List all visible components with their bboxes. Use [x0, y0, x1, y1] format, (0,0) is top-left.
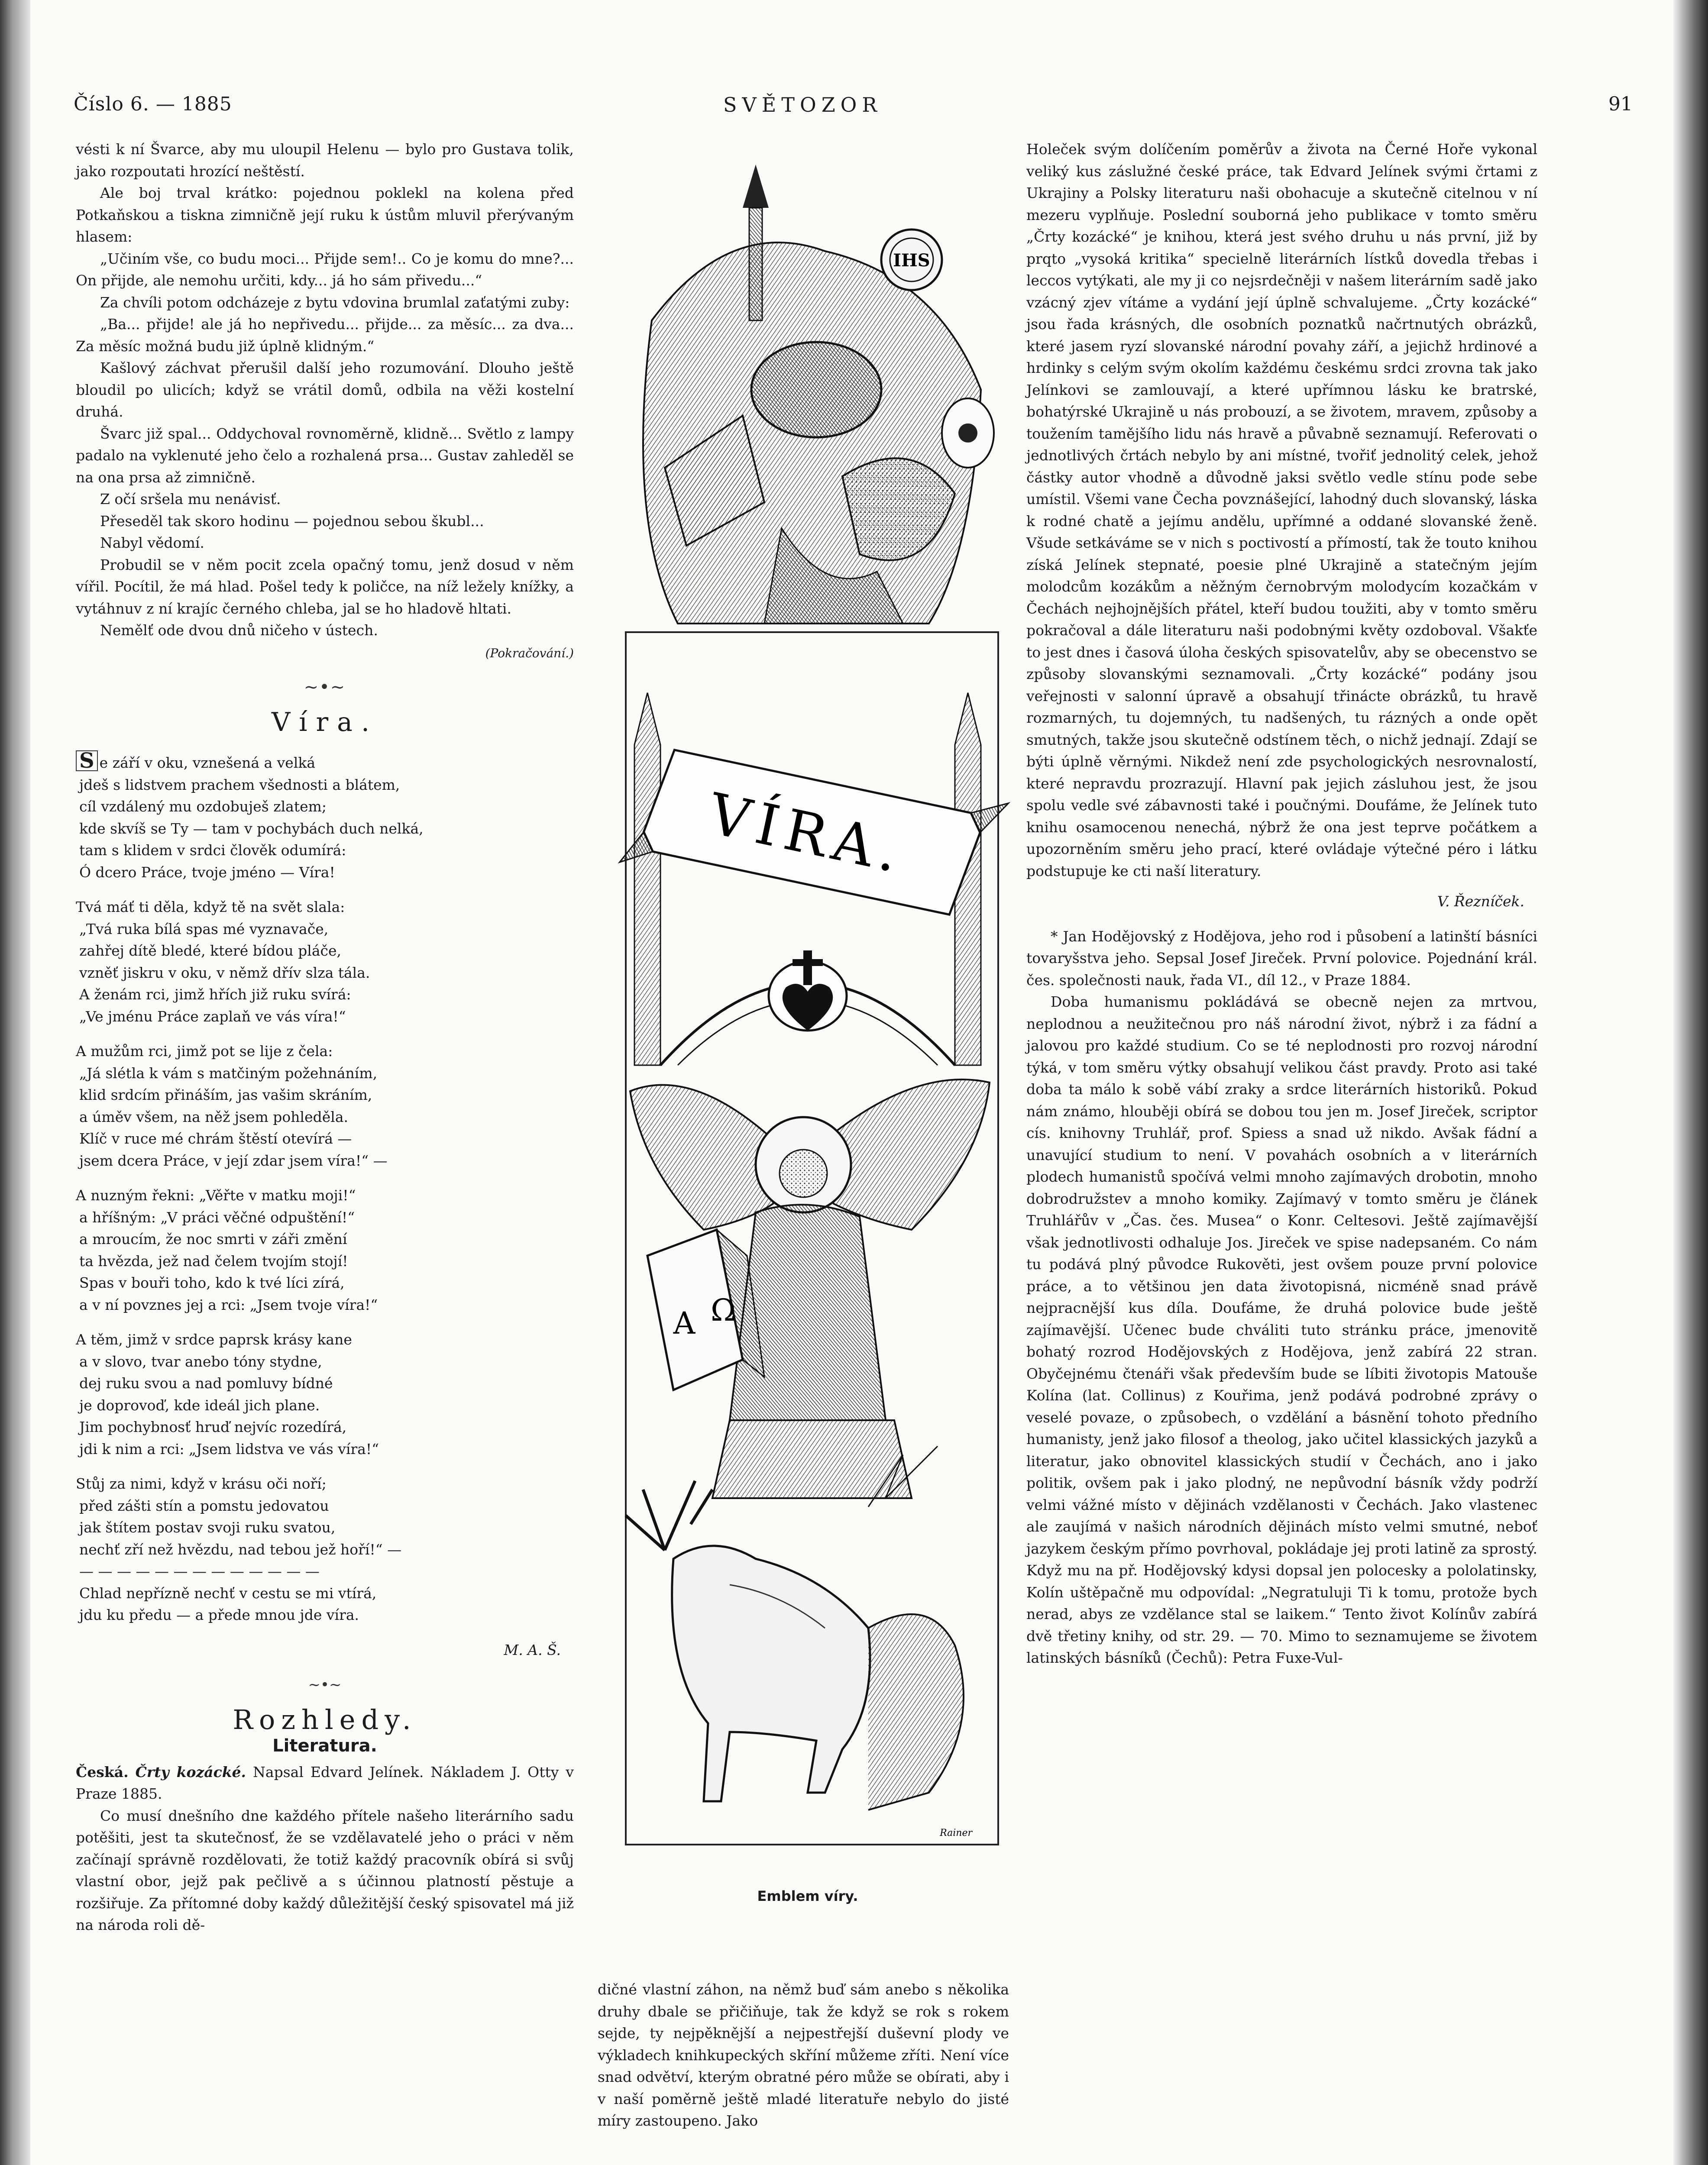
poem-line: jak štítem postav svoji ruku svatou,	[79, 1519, 336, 1536]
poem-title: Víra.	[271, 707, 378, 737]
review-continuation: Holeček svým dolíčením poměrův a života na Černé Hoře vykonal veliký kus záslužné české práce, tak Edvard Jelínek svými črtami z Ukrajiny a Polsky literaturu naši obohacuje a skutečně citelnou v ní mezeru vyplňuje. Poslední souborná jeho publikace v tomto směru „Črty kozácké“ je knihou, která jest svého druhu u nás první, již by prqto „vysoká kritika“ specielně literárních lístků dovedla třebas i leccos vytýkati, ale my ji co nejsrdečněji v našem literárním sadě jako vzácný zjev vítáme a vydání její úplně schvalujeme. „Črty kozácké“ jsou řada krásných, dle osobních poznatků načrtnutých obrázků, které jasem ryzí slovanské národní povahy září, a jejichž hrdinové a hrdinky s celým svým okolím každému českému srdci zrovna tak jako Jelínkovi se zamlouvají, a které upřímnou lásku ke bratrské, bohatýrské Ukrajině u nás probouzí, a se životem, mravem, způsoby a toužením tamějšího lidu nás hravě a půvabně seznamují. Referovati o jednotlivých črtách nebylo by ani místné, tvořiť jednolitý celek, jehož částky autor vhodně a důvodně jaksi světlo vedle stínu pode sebe umístil. Všemi vane Čecha povznášející, lahodný duch slovanský, láska k rodné chatě a jejímu andělu, upřímné a oddané slovanské ženě. Všude setkáváme se v nich s poctivostí a přímostí, tak že touto knihou získá Jelínek stepnaté, poesie plné Ukrajině a statečným jejím molodcům kozákům a něžným černobrvým molodycím kozačkám v Čechách nejhojnějších přátel, kteří budou toužiti, aby v tomto směru pokračoval a dále literaturu naši podobnými květy ozdoboval. Všakťe to jest dnes i časová úloha českých spisovatelův, aby se obecenstvo se způsoby slovanskými seznamovali. „Črty kozácké“ podány jsou veřejnosti v salonní úpravě a obsahují třinácte obrázků, tu hravě rozmarných, tu dojemných, tu nadšených, tu rázných a onde opět smutných, takže jsou skutečně odstínem těch, o nichž jednají. Zdají se býti úplně věrnými. Nikdež není zde psychologických nesrovnalostí, které nepravdu prozrazují. Hlavní pak jejich zásluhou jest, že jsou spolu vedle své zábavnosti také i poučnými. Doufáme, že Jelínek tuto knihu osamocenou nenechá, nýbrž že ona jest teprve počátkem a upozorněním směru jeho prací, které ovládaje výtečné péro i látku podstupuje ke cti naší literatury.	[1026, 141, 1537, 879]
poem-line: a v ní povznes jej a rci: „Jsem tvoje víra!“	[79, 1296, 378, 1313]
poem-line: je doprovoď, kde ideál jich plane.	[79, 1396, 320, 1414]
second-review-heading: * Jan Hodějovský z Hodějova, jeho rod i působení a latinští básníci tovaryšstva jeho. Sepsal Josef Jireček. První polovice. Pojednání král. čes. společnosti nauk, řada VI., díl 12., v Praze 1884.	[1026, 927, 1537, 989]
poem-line: jdu ku předu — a přede mnou jde víra.	[79, 1606, 359, 1623]
book-alpha: A	[673, 1305, 695, 1341]
poem-line: kde skvíš se Ty — tam v pochybách duch nelká,	[79, 820, 424, 837]
story-continuation	[76, 139, 574, 642]
section-ornament-2: ~•~	[308, 1676, 342, 1693]
poem-stanza	[76, 1329, 574, 1460]
poem-line: Chlad nepřízně nechť v cestu se mi vtírá,	[79, 1584, 377, 1602]
drop-cap: S	[76, 750, 98, 771]
poem-stanza	[76, 1473, 574, 1626]
story-paragraph: „Učiním vše, co budu moci... Přijde sem!.. Co je komu do mne?... On přijde, ale nemohu určiti, kdy... já ho sám přivedu...“	[76, 250, 574, 289]
story-paragraph: Probudil se v něm pocit zcela opačný tomu, jenž dosud v něm vířil. Pocítil, že má hlad. Pošel tedy k poličce, na níž ležely knížky, a vytáhnuv z ní krajíc černého chleba, jal se ho hladově hltati.	[76, 556, 574, 617]
issue-number: Číslo 6. — 1885	[74, 93, 232, 115]
poem-line: „Já slétla k vám s matčiným požehnáním,	[79, 1064, 378, 1082]
poem-line	[76, 750, 574, 774]
review-text: Co musí dnešního dne každého přítele našeho literárního sadu potěšiti, jest ta skutečnosť, že se vzdělavatelé jeho o práci v něm začínají správně rozdělovati, že totiž každý pracovník obírá si svůj vlastní obor, jejž pak pečlivě a s účinnou platností pěstuje a rozšiřuje. Za přítomné doby každý důležitější český spisovatel má již na národa roli dě-	[76, 1807, 574, 1933]
poem-line: a mroucím, že noc smrti v záři změní	[79, 1231, 347, 1247]
scan-edge-left	[0, 0, 30, 2165]
poem-line: A nuzným řekni: „Věřte v matku moji!“	[76, 1187, 356, 1204]
review-heading	[76, 1761, 574, 1805]
middle-bottom-column	[598, 1979, 1009, 2132]
poem-line: — — — — — — — — — — — — —	[79, 1563, 320, 1580]
poem-line: jdeš s lidstvem prachem všednosti a blátem,	[79, 776, 400, 793]
poem-line: Tvá máť ti děla, když tě na svět slala:	[76, 898, 345, 915]
poem-line: tam s klidem v srdci člověk odumírá:	[79, 842, 346, 859]
story-paragraph: Ale boj trval krátko: pojednou poklekl na kolena před Potkaňskou a tiskna zimničně její ruku k ústům mluvil přerývaným hlasem:	[76, 184, 574, 245]
poem-line: jsem dcera Práce, v její zdar jsem víra!“ —	[79, 1152, 388, 1169]
vira-banner-text: VÍRA.	[703, 780, 911, 886]
story-paragraph: Nabyl vědomí.	[100, 534, 204, 551]
poem-body	[76, 750, 574, 1626]
poem-stanza	[76, 750, 574, 883]
section-ornament: ~•~	[304, 677, 346, 697]
review-signature: V. Řezníček.	[1437, 893, 1524, 910]
page-number: 91	[1608, 93, 1633, 115]
review-publication: Napsal Edvard Jelínek. Nákladem J. Otty v Praze 1885.	[76, 1763, 574, 1802]
trophy-cluster	[643, 165, 994, 624]
poem-line: Jim pochybnosť hruď nejvíc rozedírá,	[79, 1419, 347, 1435]
poem-line: vzněť jiskru v oku, v němž dřív slza tála.	[79, 964, 370, 981]
poem-line-text: e září v oku, vznešená a velká	[99, 754, 316, 771]
poem-stanza	[76, 1185, 574, 1316]
poem-line: „Tvá ruka bílá spas mé vyznavače,	[79, 920, 329, 937]
poem-signature: M. A. Š.	[504, 1641, 561, 1658]
middle-text: dičné vlastní záhon, na němž buď sám anebo s několika druhy dbale se přičiňuje, tak že když se rok s rokem sejde, ty nejpěknější a nejpestřejší duševní plody ve výkladech knihkupeckých skříní můžeme zříti. Není více snad odvětví, kterým obratné péro může se obírati, aby i v naší poměrně ještě mladé literatuře nebylo do jisté míry zastoupeno. Jako	[598, 1981, 1009, 2129]
poem-stanza	[76, 1040, 574, 1172]
poem-line: cíl vzdálený mu ozdobuješ zlatem;	[79, 798, 327, 815]
poem-line: Stůj za nimi, když v krásu oči noří;	[76, 1475, 327, 1492]
poem-line: klid srdcím přináším, jas vašim skráním,	[79, 1086, 372, 1103]
section-subtitle: Literatura.	[272, 1736, 377, 1756]
poem-line: a úměv všem, na něž jsem pohleděla.	[79, 1108, 349, 1125]
poem-line: a v slovo, tvar anebo tóny stydne,	[79, 1353, 322, 1370]
story-paragraph: Kašlový záchvat přerušil další jeho rozumování. Dlouho ještě bloudil po ulicích; když se vrátil domů, odbila na věži kostelní druhá.	[76, 359, 574, 420]
poem-line: A těm, jimž v srdce paprsk krásy kane	[76, 1331, 352, 1348]
poem-line: „Ve jménu Práce zaplaň ve vás víra!“	[79, 1008, 346, 1025]
poem-line: nechť zří než hvězdu, nad tebou jež hoří!“ —	[79, 1541, 402, 1558]
artist-signature: Rainer	[940, 1828, 972, 1839]
cross-heart-emblem	[769, 950, 847, 1031]
poem-line: A ženám rci, jimž hřích již ruku svírá:	[79, 986, 351, 1003]
stag-figure	[626, 1481, 964, 1810]
newspaper-page	[30, 0, 1673, 2165]
poem-line: před zášti stín a pomstu jedovatou	[79, 1497, 329, 1514]
poem-line: a hříšným: „V práci věčné odpuštění!“	[79, 1209, 355, 1226]
review-category: Česká.	[76, 1763, 129, 1780]
right-column	[1026, 139, 1537, 1669]
poem-line: Ó dcero Práce, tvoje jméno — Víra!	[79, 863, 335, 881]
story-paragraph: Z očí sršela mu nenávisť.	[100, 491, 281, 507]
poem-line: zahřej dítě bledé, které bídou pláče,	[79, 942, 341, 959]
story-paragraph: Za chvíli potom odcházeje z bytu vdovina brumlal zaťatými zuby:	[100, 294, 570, 311]
section-title: Rozhledy.	[233, 1703, 417, 1735]
poem-line: dej ruku svou a nad pomluvy bídné	[79, 1375, 333, 1392]
second-review-text: Doba humanismu pokládává se obecně nejen za mrtvou, neplodnou a neužitečnou pro náš národní život, nýbrž i za fádní a jalovou pro každé studium. Co se té neplodnosti pro rozvoj národní týká, v tom směru výtky obsahují velikou část pravdy. Proto asi také doba ta málo k sobě vábí zraky a srdce literárních historiků. Pokud nám známo, hlouběji obírá se dobou tou jen m. Josef Jireček, scriptor cís. knihovny Truhlář, prof. Spiess a snad už nikdo. Avšak fádní a unavující studium to není. V povahách osobních a v literárních plodech humanistů spočívá velmi mnoho zajímavých drobotin, mnoho dobrodružstev a mnoho komiky. Zajímavý v tomto směru je článek Truhlářův v „Čas. čes. Musea“ o Konr. Celtesovi. Ještě zajímavější však jednotlivosti odhaluje Jos. Jireček ve spise nadepsaném. Co nám tu podává plný původce Rukověti, jest ovšem pouze první polovice práce, a to většinou jen data životopisná, nicméně snad právě nejpracnější kus díla. Doufáme, že druhá polovice bude ještě zajímavější. Učenec bude chváliti tuto stránku práce, jmenovitě bohatý rozrod Hodějovských z Hodějova, jenž zabírá 22 stran. Obyčejnému čtenáři však především bude se líbiti životopis Matouše Kolína (lat. Collinus) z Kouřima, jenž podává podrobné zprávy o veselé povaze, o způsobech, o vzdělání a básnění tohoto předního humanisty, jenž jako filosof a theolog, jako učitel klassických jazyků a literatur, jako obnovitel klassických studií v Čechách, ano i jako politik, ovšem pak i jako plodný, ne nepůvodní básník vždy podrží velmi vážné místo v dějinách vzdělanosti v Čechách. Jako vlastenec ale zaujímá v našich národních dějinách místo velmi smutné, neboť jazykem českým přímo povrhoval, pokládaje jej proti latině za sprostý. Když mu na př. Hodějovský kdysi dopsal jen polocesky a pololatinsky, Kolín uštěpačně mu odpovídal: „Negratuluji Ti k tomu, protože bych nerad, abys ze vzdělance stal se laikem.“ Tento život Kolínův zabírá dvě třetiny knihy, od str. 29. — 70. Mimo to seznamujeme se životem latinských básníků (Čechů): Petra Fuxe-Vul-	[1026, 993, 1537, 1666]
scan-edge-right	[1673, 0, 1708, 2165]
continued-note: (Pokračování.)	[485, 646, 574, 660]
emblem-illustration	[600, 165, 1016, 1862]
book-omega: Ω	[710, 1293, 736, 1328]
story-paragraph: vésti k ní Švarce, aby mu uloupil Helenu — bylo pro Gustava tolik, jako rozpoutati hrozící neštěstí.	[76, 141, 574, 180]
poem-line: Klíč v ruce mé chrám štěstí otevírá —	[79, 1130, 352, 1147]
story-paragraph: Přeseděl tak skoro hodinu — pojednou sebou škubl...	[100, 512, 484, 530]
story-paragraph: „Ba... přijde! ale já ho nepřivedu... přijde... za měsíc... za dva... Za měsíc možná budu již úplně klidným.“	[76, 316, 574, 355]
poem-line: Spas v bouři toho, kdo k tvé líci zírá,	[79, 1274, 345, 1291]
story-paragraph: Švarc již spal... Oddychoval rovnoměrně, klidně... Světlo z lampy padalo na vyklenuté jeho čelo a rozhalená prsa... Gustav zahleděl se na ona prsa až zimničně.	[76, 425, 574, 486]
poem-line: jdi k nim a rci: „Jsem lidstva ve vás víra!“	[79, 1440, 379, 1457]
poem-stanza	[76, 896, 574, 1028]
masthead-title: SVĚTOZOR	[723, 93, 883, 116]
poem-line: ta hvězda, jež nad čelem tvojím stojí!	[79, 1252, 348, 1270]
ihs-monogram: IHS	[893, 250, 930, 271]
left-column	[76, 139, 574, 1936]
illustration-caption: Emblem víry.	[757, 1888, 858, 1904]
review-book-title: Črty kozácké.	[135, 1763, 246, 1780]
story-paragraph: Nemělť ode dvou dnů ničeho v ústech.	[100, 622, 378, 639]
poem-line: A mužům rci, jimž pot se lije z čela:	[76, 1043, 333, 1060]
page-header	[74, 93, 1633, 119]
